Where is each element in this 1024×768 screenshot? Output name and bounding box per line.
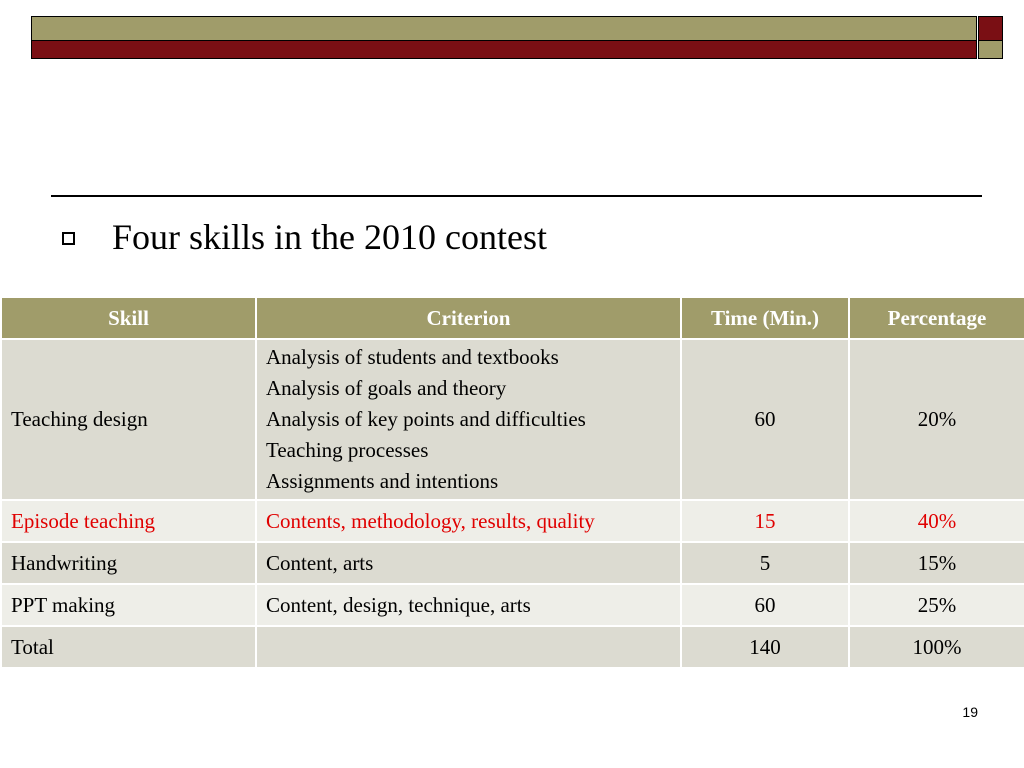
header-criterion: Criterion (256, 297, 681, 339)
page-number: 19 (962, 704, 978, 720)
cell-percentage: 20% (849, 339, 1024, 500)
criterion-line: Analysis of key points and difficulties (266, 407, 586, 431)
criterion-line: Teaching processes (266, 438, 429, 462)
title-divider (51, 195, 982, 197)
cell-time: 5 (681, 542, 849, 584)
cell-percentage: 25% (849, 584, 1024, 626)
criterion-line: Assignments and intentions (266, 469, 499, 493)
table-row (1, 339, 1024, 500)
table-row (1, 542, 1024, 584)
cell-criterion: Content, design, technique, arts (256, 584, 681, 626)
cell-criterion (256, 626, 681, 668)
header-skill: Skill (1, 297, 256, 339)
cell-time: 60 (681, 584, 849, 626)
cell-criterion: Content, arts (256, 542, 681, 584)
cell-skill: Total (1, 626, 256, 668)
bullet-item (62, 214, 547, 260)
criterion-line: Analysis of students and textbooks (266, 345, 559, 369)
header-time: Time (Min.) (681, 297, 849, 339)
cell-skill: Handwriting (1, 542, 256, 584)
cell-criterion: Contents, methodology, results, quality (256, 500, 681, 542)
cell-percentage: 100% (849, 626, 1024, 668)
cell-time: 15 (681, 500, 849, 542)
header-bar-red (31, 40, 977, 59)
cell-time: 60 (681, 339, 849, 500)
cell-skill: PPT making (1, 584, 256, 626)
table-row-highlighted (1, 500, 1024, 542)
header-bar-olive (31, 16, 977, 41)
table-header-row (1, 297, 1024, 339)
cell-criterion (256, 339, 681, 500)
bullet-text: Four skills in the 2010 contest (112, 217, 547, 257)
cell-percentage: 15% (849, 542, 1024, 584)
cell-skill: Teaching design (1, 339, 256, 500)
square-bullet-icon (62, 232, 75, 245)
skills-table (0, 296, 1024, 669)
header-corner-red-square (978, 16, 1003, 41)
header-corner-olive-square (978, 40, 1003, 59)
header-percentage: Percentage (849, 297, 1024, 339)
table-row (1, 584, 1024, 626)
table-row-total (1, 626, 1024, 668)
cell-percentage: 40% (849, 500, 1024, 542)
criterion-line: Analysis of goals and theory (266, 376, 507, 400)
cell-time: 140 (681, 626, 849, 668)
cell-skill: Episode teaching (1, 500, 256, 542)
